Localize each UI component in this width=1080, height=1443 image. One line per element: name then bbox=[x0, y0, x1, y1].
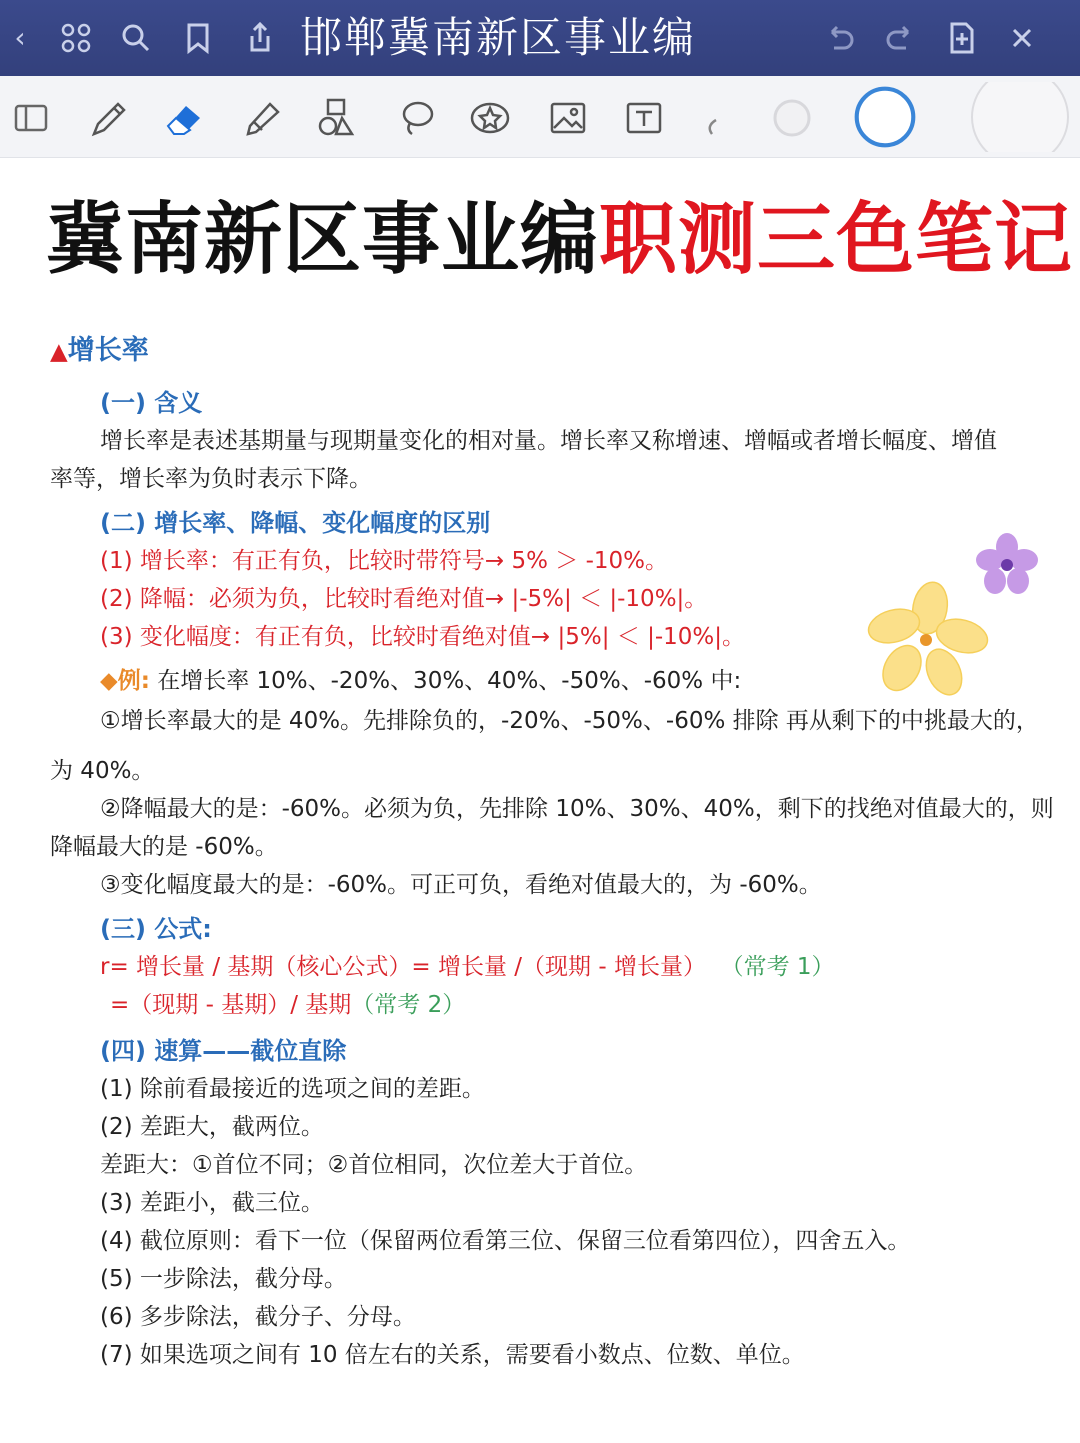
example-label: ◆例: bbox=[100, 668, 150, 694]
triangle-icon: ▲ bbox=[50, 339, 68, 365]
section-4-item-4: (4) 截位原则：看下一位（保留两位看第三位、保留三位看第四位），四舍五入。 bbox=[100, 1228, 911, 1254]
color-swatch-white-icon[interactable] bbox=[960, 82, 1080, 152]
section-4-item-1: (1) 除前看最接近的选项之间的差距。 bbox=[100, 1076, 485, 1102]
main-heading: ▲增长率 bbox=[50, 335, 149, 366]
top-app-bar bbox=[0, 0, 1080, 76]
section-4-title: (四) 速算——截位直除 bbox=[100, 1037, 347, 1065]
example-answer-2-line-1: ②降幅最大的是：-60%。必须为负，先排除 10%、30%、40%，剩下的找绝对值最大的，则 bbox=[100, 796, 1054, 822]
formula-1: r= 增长量 / 基期（核心公式）= 增长量 /（现期 - 增长量） bbox=[100, 954, 706, 980]
section-2-item-3: (3) 变化幅度：有正有负，比较时看绝对值→ |5%| ＜ |-10%|。 bbox=[100, 624, 745, 650]
bookmark-icon[interactable] bbox=[178, 18, 218, 58]
example-answer-1-line-1: ①增长率最大的是 40%。先排除负的，-20%、-50%、-60% 排除 再从剩下的中挑最大的， bbox=[100, 708, 1039, 734]
section-2-title: (二) 增长率、降幅、变化幅度的区别 bbox=[100, 509, 491, 537]
redo-icon[interactable] bbox=[880, 18, 920, 58]
section-4-item-7: (7) 如果选项之间有 10 倍左右的关系，需要看小数点、位数、单位。 bbox=[100, 1342, 805, 1368]
text-box-icon[interactable] bbox=[616, 90, 672, 146]
sticker-icon[interactable] bbox=[462, 90, 518, 146]
highlighter-icon[interactable] bbox=[234, 90, 290, 146]
back-chevron-icon[interactable]: ‹ bbox=[14, 21, 26, 54]
grid-icon[interactable] bbox=[56, 18, 96, 58]
example-answer-3: ③变化幅度最大的是：-60%。可正可负，看绝对值最大的，为 -60%。 bbox=[100, 872, 822, 898]
formula-1-note: （常考 1） bbox=[720, 954, 835, 980]
share-icon[interactable] bbox=[240, 18, 280, 58]
search-icon[interactable] bbox=[116, 18, 156, 58]
example-answer-2-line-2: 降幅最大的是 -60%。 bbox=[50, 834, 278, 860]
sidebar-toggle-icon[interactable] bbox=[4, 90, 60, 146]
image-icon[interactable] bbox=[540, 90, 596, 146]
formula-line-2 bbox=[110, 988, 465, 1022]
section-4-item-5: (5) 一步除法，截分母。 bbox=[100, 1266, 347, 1292]
section-4-item-2-detail: 差距大：①首位不同；②首位相同，次位差大于首位。 bbox=[100, 1152, 648, 1178]
section-3-title: (三) 公式: bbox=[100, 915, 212, 943]
close-icon[interactable] bbox=[1002, 18, 1042, 58]
section-1-title: (一) 含义 bbox=[100, 389, 203, 417]
undo-icon[interactable] bbox=[820, 18, 860, 58]
color-swatch-light-icon[interactable] bbox=[764, 90, 820, 146]
add-page-icon[interactable] bbox=[942, 18, 982, 58]
section-2-item-1: (1) 增长率：有正有负，比较时带符号→ 5% ＞ -10%。 bbox=[100, 548, 669, 574]
formula-2: =（现期 - 基期）/ 基期 bbox=[110, 992, 352, 1018]
color-swatch-blue-icon[interactable] bbox=[852, 84, 918, 150]
section-1-paragraph-line-1: 增长率是表述基期量与现期量变化的相对量。增长率又称增速、增幅或者增长幅度、增值 bbox=[100, 428, 997, 454]
section-4-item-6: (6) 多步除法，截分子、分母。 bbox=[100, 1304, 416, 1330]
shapes-icon[interactable] bbox=[310, 90, 366, 146]
formula-line-1 bbox=[100, 950, 835, 984]
section-1-paragraph-line-2: 率等，增长率为负时表示下降。 bbox=[50, 466, 372, 492]
eraser-icon[interactable] bbox=[156, 90, 212, 146]
lasso-icon[interactable] bbox=[388, 90, 444, 146]
example-answer-1-line-2: 为 40%。 bbox=[50, 758, 155, 784]
note-title bbox=[46, 190, 1074, 290]
laser-icon[interactable] bbox=[690, 90, 746, 146]
document-title: 邯郸冀南新区事业编 bbox=[300, 13, 697, 62]
example-intro bbox=[100, 664, 741, 698]
section-4-item-3: (3) 差距小，截三位。 bbox=[100, 1190, 324, 1216]
section-4-item-2: (2) 差距大，截两位。 bbox=[100, 1114, 324, 1140]
note-title-black: 冀南新区事业编 bbox=[46, 195, 600, 285]
formula-2-note: （常考 2） bbox=[351, 992, 466, 1018]
pen-icon[interactable] bbox=[80, 90, 136, 146]
example-text: 在增长率 10%、-20%、30%、40%、-50%、-60% 中: bbox=[149, 668, 742, 694]
yellow-flower-sticker-icon bbox=[862, 580, 992, 700]
note-title-red: 职测三色笔记 bbox=[599, 195, 1074, 285]
section-2-item-2: (2) 降幅：必须为负，比较时看绝对值→ |-5%| ＜ |-10%|。 bbox=[100, 586, 708, 612]
tool-strip bbox=[0, 76, 1080, 158]
